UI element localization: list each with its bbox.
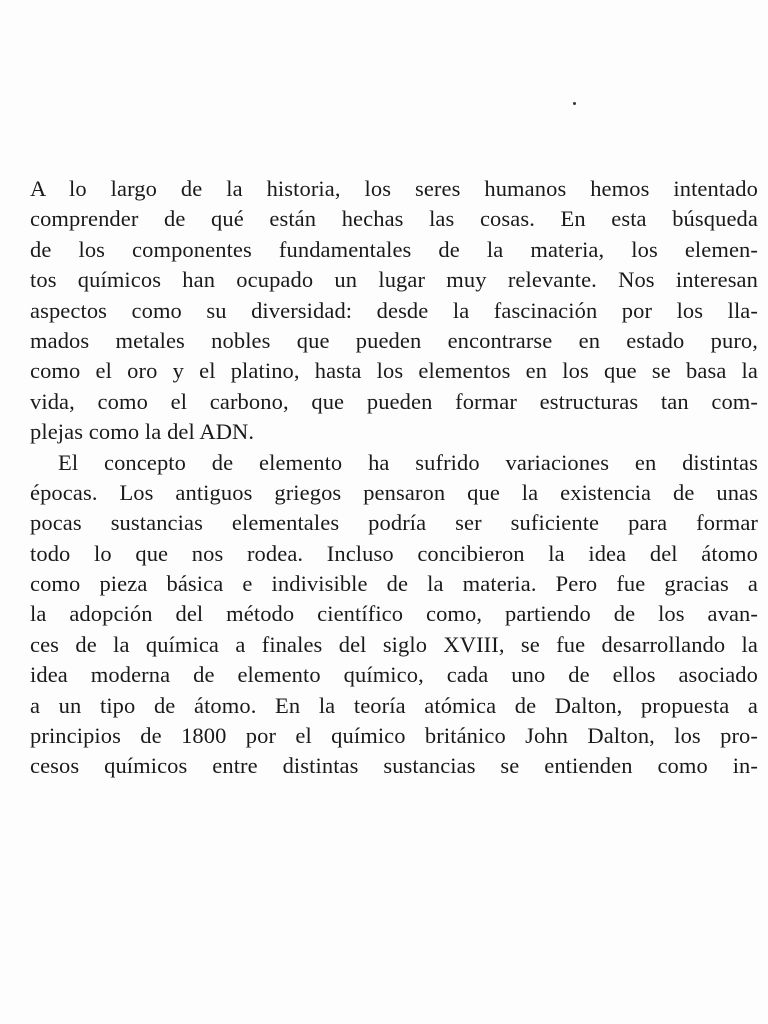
text-line: cesos químicos entre distintas sustancias se entienden como in- [30,753,758,779]
text-line: ces de la química a finales del siglo XVIII, se fue desarrollando la [30,631,758,657]
text-line: comprender de qué están hechas las cosas. En esta búsqueda [30,206,758,232]
paragraph-1 [30,174,758,448]
text-line: A lo largo de la historia, los seres humanos hemos intentado [30,176,758,201]
text-line: vida, como el carbono, que pueden formar estructuras tan com- [30,388,758,414]
page-speck [573,102,576,105]
text-line: como el oro y el platino, hasta los elementos en los que se basa la [30,358,758,384]
text-line: tos químicos han ocupado un lugar muy relevante. Nos interesan [30,267,758,293]
text-line: épocas. Los antiguos griegos pensaron que la existencia de unas [30,479,758,505]
text-line: la adopción del método científico como, partiendo de los avan- [30,601,758,627]
text-line: mados metales nobles que pueden encontrarse en estado puro, [30,327,758,353]
text-line: como pieza básica e indivisible de la materia. Pero fue gracias a [30,571,758,597]
text-line: El concepto de elemento ha sufrido variaciones en distintas [58,449,758,475]
text-line: pocas sustancias elementales podría ser suficiente para formar [30,510,758,536]
text-line: principios de 1800 por el químico británico John Dalton, los pro- [30,723,758,749]
text-line: aspectos como su diversidad: desde la fascinación por los lla- [30,297,758,323]
text-line: a un tipo de átomo. En la teoría atómica de Dalton, propuesta a [30,692,758,718]
text-line: plejas como la del ADN. [30,419,255,445]
paragraph-2 [30,448,758,782]
text-line: todo lo que nos rodea. Incluso concibieron la idea del átomo [30,540,758,566]
text-line: idea moderna de elemento químico, cada uno de ellos asociado [30,662,758,688]
body-text [30,174,758,782]
text-line: de los componentes fundamentales de la materia, los elemen- [30,236,758,262]
